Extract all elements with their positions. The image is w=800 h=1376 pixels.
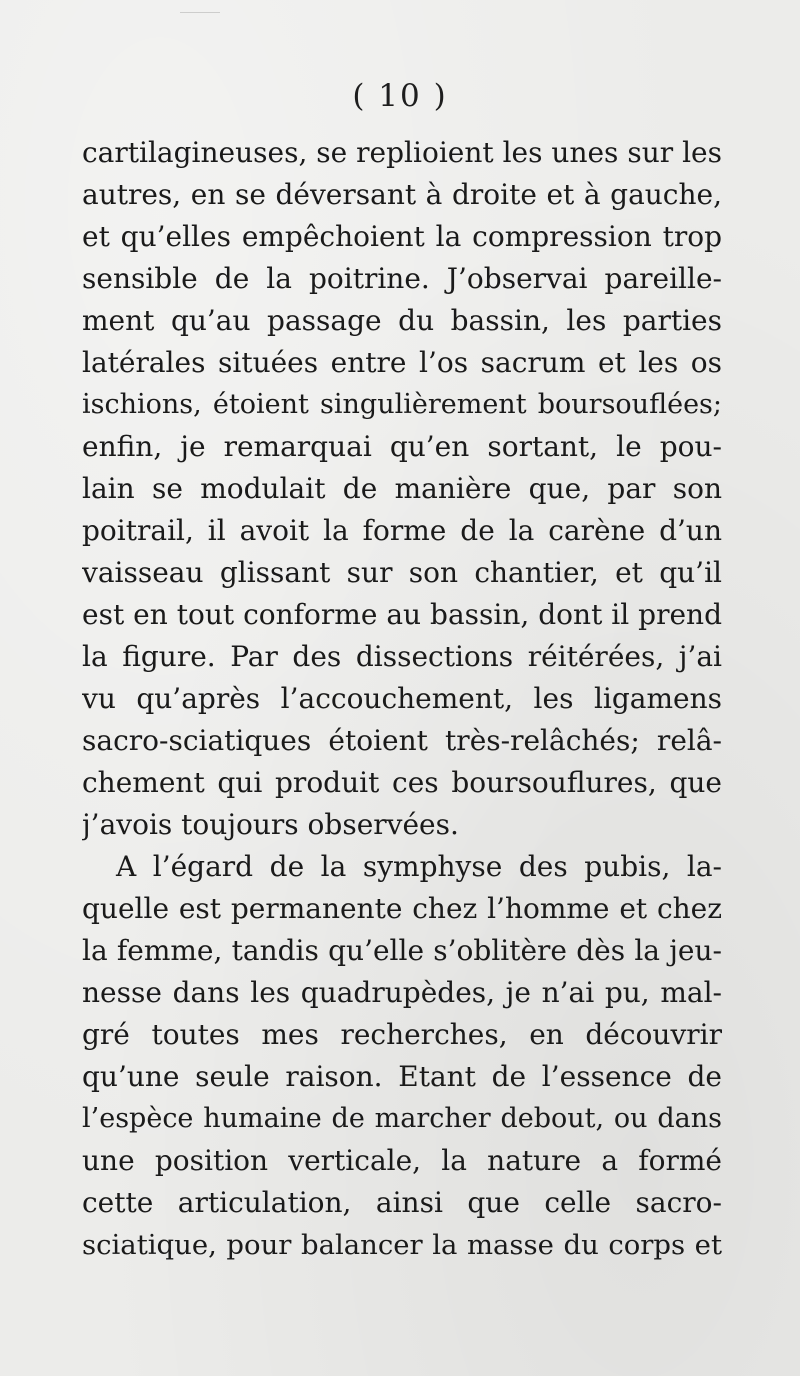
text-line: chement qui produit ces boursouflures, que	[82, 766, 722, 799]
text-line: la femme, tandis qu’elle s’oblitère dès la jeu-	[82, 934, 722, 967]
text-line: sciatique, pour balancer la masse du corps et	[82, 1229, 722, 1261]
text-line: et qu’elles empêchoient la compression trop	[82, 220, 722, 253]
text-line: gré toutes mes recherches, en découvrir	[82, 1018, 722, 1051]
text-line: la figure. Par des dissections réitérées, j’ai	[82, 640, 722, 673]
body-text	[82, 132, 722, 1266]
text-line: ischions, étoient singulièrement boursouflées;	[82, 389, 722, 420]
text-line: qu’une seule raison. Etant de l’essence de	[82, 1060, 722, 1093]
text-line: une position verticale, la nature a formé	[82, 1144, 722, 1177]
text-line: vu qu’après l’accouchement, les ligamens	[82, 682, 722, 715]
paragraph-end-line: j’avois toujours observées.	[82, 808, 459, 841]
text-line: enfin, je remarquai qu’en sortant, le pou-	[82, 430, 722, 463]
text-line: nesse dans les quadrupèdes, je n’ai pu, mal-	[82, 976, 722, 1009]
paragraph-start-line: A l’égard de la symphyse des pubis, la-	[116, 850, 722, 883]
text-line: cartilagineuses, se replioient les unes sur les	[82, 136, 722, 169]
text-line: autres, en se déversant à droite et à gauche,	[82, 178, 722, 211]
text-line: ment qu’au passage du bassin, les parties	[82, 304, 722, 337]
text-line: lain se modulait de manière que, par son	[82, 472, 722, 505]
text-line: est en tout conforme au bassin, dont il prend	[82, 598, 722, 631]
paper-fold-mark	[180, 0, 220, 13]
text-line: poitrail, il avoit la forme de la carène d’un	[82, 514, 722, 547]
text-line: sacro-sciatiques étoient très-relâchés; relâ-	[82, 724, 722, 757]
text-line: latérales situées entre l’os sacrum et les os	[82, 346, 722, 379]
text-line: quelle est permanente chez l’homme et chez	[82, 892, 722, 925]
text-line: l’espèce humaine de marcher debout, ou dans	[82, 1103, 722, 1134]
text-line: cette articulation, ainsi que celle sacro-	[82, 1186, 722, 1219]
text-line: sensible de la poitrine. J’observai pareille-	[82, 262, 722, 295]
page-number: ( 10 )	[352, 78, 448, 114]
text-line: vaisseau glissant sur son chantier, et qu’il	[82, 556, 722, 589]
